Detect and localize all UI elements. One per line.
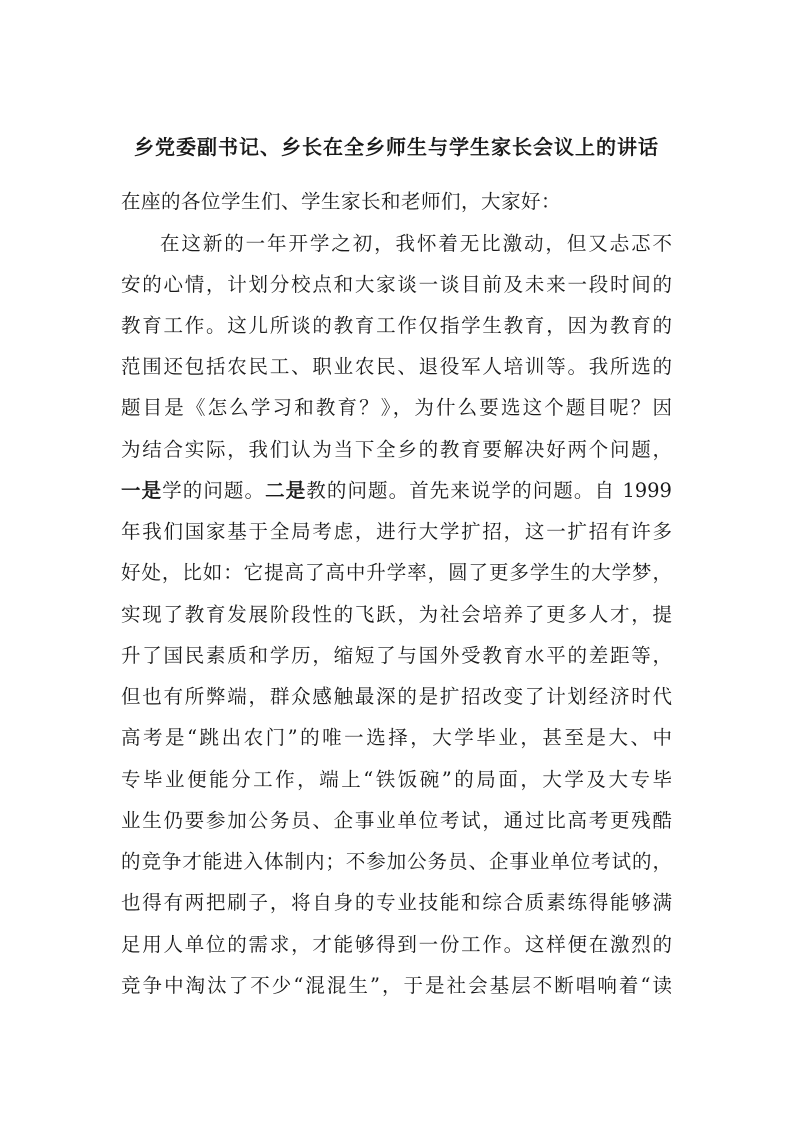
body-line-19: 竞争中淘汰了不少“混混生”，于是社会基层不断唱响着“读 <box>121 974 672 997</box>
body-line-16: 的竞争才能进入体制内；不参加公务员、企事业单位考试的， <box>121 850 672 873</box>
emphasis-second: 二是 <box>265 479 307 502</box>
body-line-2: 安的心情，计划分校点和大家谈一谈目前及未来一段时间的 <box>121 273 672 296</box>
body-line-8: 年我们国家基于全局考虑，进行大学扩招，这一扩招有许多 <box>121 520 672 543</box>
line7-text-b: 教的问题。首先来说学的问题。自 1999 <box>306 479 672 502</box>
body-line-9: 好处，比如：它提高了高中升学率，圆了更多学生的大学梦， <box>121 561 672 584</box>
body-line-14: 专毕业便能分工作，端上“铁饭碗”的局面，大学及大专毕 <box>121 768 672 791</box>
body-line-12: 但也有所弊端，群众感触最深的是扩招改变了计划经济时代 <box>121 685 672 708</box>
document-title: 乡党委副书记、乡长在全乡师生与学生家长会议上的讲话 <box>134 135 659 159</box>
body-line-17: 也得有两把刷子，将自身的专业技能和综合质素练得能够满 <box>121 891 672 914</box>
greeting-line: 在座的各位学生们、学生家长和老师们，大家好： <box>121 190 562 213</box>
body-line-6: 为结合实际，我们认为当下全乡的教育要解决好两个问题， <box>121 438 672 461</box>
line7-text-a: 学的问题。 <box>162 479 266 502</box>
body-line-5: 题目是《怎么学习和教育？》，为什么要选这个题目呢？因 <box>121 396 672 419</box>
body-line-10: 实现了教育发展阶段性的飞跃，为社会培养了更多人才，提 <box>121 603 672 626</box>
body-line-18: 足用人单位的需求，才能够得到一份工作。这样便在激烈的 <box>121 933 672 956</box>
body-line-3: 教育工作。这儿所谈的教育工作仅指学生教育，因为教育的 <box>121 314 672 337</box>
emphasis-first: 一是 <box>121 479 163 502</box>
body-line-15: 业生仍要参加公务员、企事业单位考试，通过比高考更残酷 <box>121 809 672 832</box>
body-line-4: 范围还包括农民工、职业农民、退役军人培训等。我所选的 <box>121 355 672 378</box>
body-line-13: 高考是“跳出农门”的唯一选择，大学毕业，甚至是大、中 <box>121 726 672 749</box>
body-line-7 <box>121 477 672 505</box>
body-line-11: 升了国民素质和学历，缩短了与国外受教育水平的差距等， <box>121 644 672 667</box>
body-line-1: 在这新的一年开学之初，我怀着无比激动，但又忐忑不 <box>160 232 672 255</box>
